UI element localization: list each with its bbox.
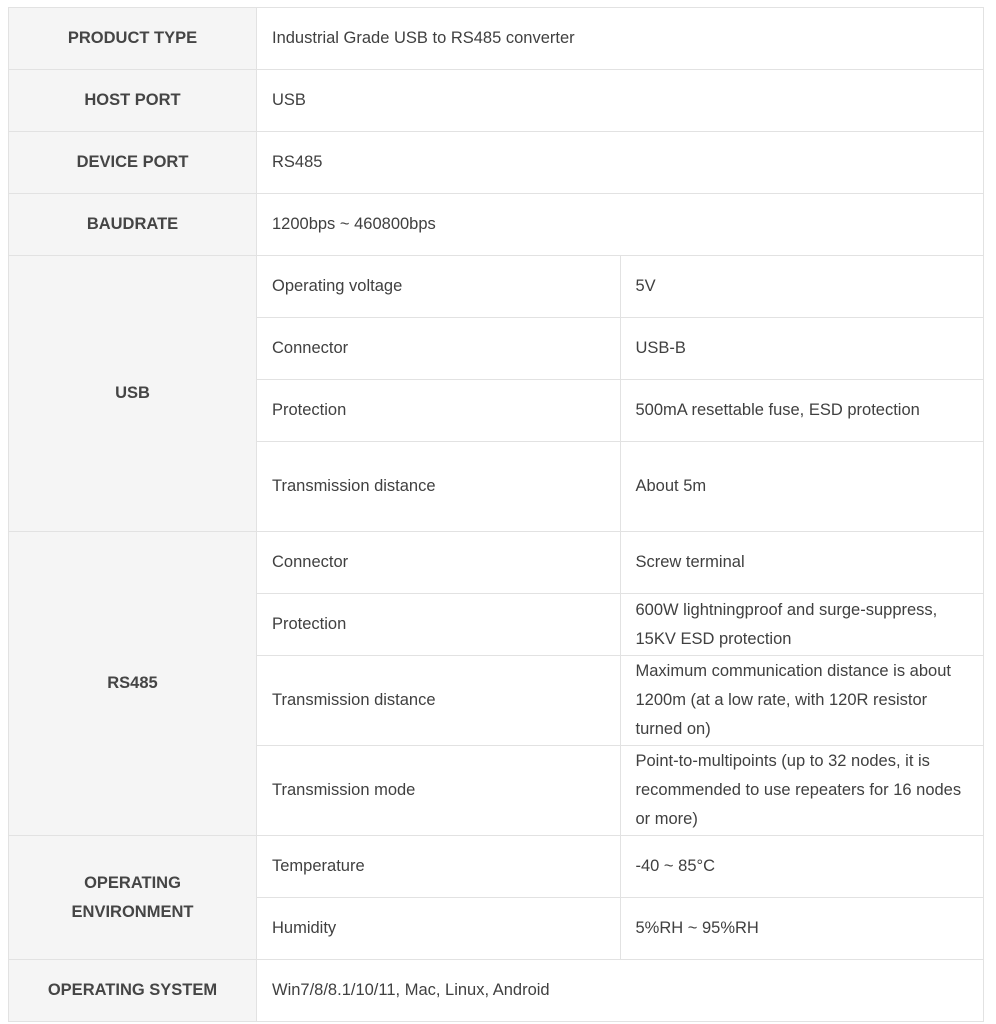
spec-table-container xyxy=(8,7,984,1022)
sub-value: About 5m xyxy=(620,442,984,532)
row-header: HOST PORT xyxy=(9,70,257,132)
table-row xyxy=(9,532,984,594)
sub-value: Point-to-multipoints (up to 32 nodes, it is recommended to use repeaters for 16 nodes or more) xyxy=(620,746,984,836)
row-value: RS485 xyxy=(257,132,984,194)
table-row xyxy=(9,256,984,318)
row-value: 1200bps ~ 460800bps xyxy=(257,194,984,256)
sub-label: Operating voltage xyxy=(257,256,621,318)
row-header: DEVICE PORT xyxy=(9,132,257,194)
sub-label: Connector xyxy=(257,532,621,594)
table-row xyxy=(9,194,984,256)
sub-label: Transmission distance xyxy=(257,442,621,532)
sub-value: 5V xyxy=(620,256,984,318)
group-header-usb: USB xyxy=(9,256,257,532)
sub-label: Protection xyxy=(257,594,621,656)
group-header-operating-environment: OPERATING ENVIRONMENT xyxy=(9,836,257,960)
row-header: OPERATING SYSTEM xyxy=(9,960,257,1022)
row-header: PRODUCT TYPE xyxy=(9,8,257,70)
table-row xyxy=(9,70,984,132)
sub-label: Temperature xyxy=(257,836,621,898)
sub-value: Screw terminal xyxy=(620,532,984,594)
table-row xyxy=(9,836,984,898)
specification-table xyxy=(8,7,984,1022)
sub-value: 5%RH ~ 95%RH xyxy=(620,898,984,960)
table-row xyxy=(9,960,984,1022)
sub-value: 600W lightningproof and surge-suppress, 15KV ESD protection xyxy=(620,594,984,656)
row-value: USB xyxy=(257,70,984,132)
table-row xyxy=(9,132,984,194)
group-header-rs485: RS485 xyxy=(9,532,257,836)
row-value: Industrial Grade USB to RS485 converter xyxy=(257,8,984,70)
sub-value: Maximum communication distance is about 1200m (at a low rate, with 120R resistor turned on) xyxy=(620,656,984,746)
sub-value: 500mA resettable fuse, ESD protection xyxy=(620,380,984,442)
row-header: BAUDRATE xyxy=(9,194,257,256)
sub-label: Humidity xyxy=(257,898,621,960)
sub-value: -40 ~ 85°C xyxy=(620,836,984,898)
table-row xyxy=(9,8,984,70)
sub-label: Transmission mode xyxy=(257,746,621,836)
row-value: Win7/8/8.1/10/11, Mac, Linux, Android xyxy=(257,960,984,1022)
sub-label: Protection xyxy=(257,380,621,442)
sub-label: Transmission distance xyxy=(257,656,621,746)
sub-label: Connector xyxy=(257,318,621,380)
sub-value: USB-B xyxy=(620,318,984,380)
